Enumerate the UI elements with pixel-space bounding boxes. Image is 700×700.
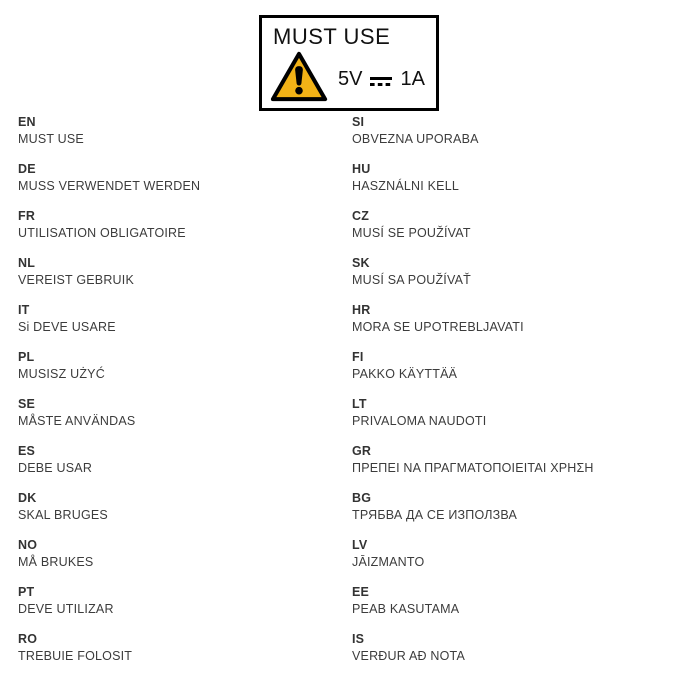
translation-text: MUST USE bbox=[18, 132, 84, 146]
translation-text: VERÐUR AÐ NOTA bbox=[352, 649, 465, 663]
language-entry bbox=[352, 631, 692, 665]
language-entry bbox=[18, 490, 338, 524]
language-entry bbox=[18, 161, 338, 195]
language-code: SE bbox=[18, 397, 36, 411]
translation-text: VEREIST GEBRUIK bbox=[18, 273, 134, 287]
language-code: NO bbox=[18, 538, 38, 552]
language-code: FR bbox=[18, 209, 36, 223]
translation-text: PRIVALOMA NAUDOTI bbox=[352, 414, 487, 428]
translation-text: MÅ BRUKES bbox=[18, 555, 94, 569]
translation-text: MUSÍ SE POUŽÍVAT bbox=[352, 226, 471, 240]
translation-text: Si DEVE USARE bbox=[18, 320, 116, 334]
language-code: HU bbox=[352, 162, 371, 176]
language-code: EN bbox=[18, 115, 36, 129]
translation-text: UTILISATION OBLIGATOIRE bbox=[18, 226, 186, 240]
translation-text: MUSÍ SA POUŽÍVAŤ bbox=[352, 273, 471, 287]
language-entry bbox=[352, 349, 692, 383]
translation-text: MUSS VERWENDET WERDEN bbox=[18, 179, 201, 193]
language-code: PL bbox=[18, 350, 35, 364]
translation-text: ΠΡΕΠΕΙ ΝΑ ΠΡΑΓΜΑΤΟΠΟΙΕΙΤΑΙ ΧΡΗΣΗ bbox=[352, 461, 594, 475]
language-entry bbox=[352, 161, 692, 195]
language-code: LT bbox=[352, 397, 367, 411]
language-code: LV bbox=[352, 538, 368, 552]
language-code: PT bbox=[18, 585, 35, 599]
translation-text: HASZNÁLNI KELL bbox=[352, 179, 460, 193]
language-column-left bbox=[18, 114, 338, 678]
language-entry bbox=[18, 255, 338, 289]
language-entry bbox=[352, 302, 692, 336]
language-entry bbox=[18, 114, 338, 148]
translation-text: DEVE UTILIZAR bbox=[18, 602, 114, 616]
must-use-label-box bbox=[259, 15, 439, 111]
language-code: GR bbox=[352, 444, 372, 458]
language-code: RO bbox=[18, 632, 38, 646]
translation-text: JĀIZMANTO bbox=[352, 555, 425, 569]
language-code: ES bbox=[18, 444, 36, 458]
language-code: BG bbox=[352, 491, 372, 505]
translation-text: ТРЯБВА ДА СЕ ИЗПОЛЗВА bbox=[352, 508, 518, 522]
language-code: EE bbox=[352, 585, 370, 599]
language-entry bbox=[352, 584, 692, 618]
translation-text: MORA SE UPOTREBLJAVATI bbox=[352, 320, 524, 334]
translation-text: PAKKO KÄYTTÄÄ bbox=[352, 367, 458, 381]
translation-text: SKAL BRUGES bbox=[18, 508, 108, 522]
language-code: SK bbox=[352, 256, 370, 270]
language-entry bbox=[352, 490, 692, 524]
current-value: 1A bbox=[400, 67, 425, 90]
dc-current-icon bbox=[369, 70, 393, 93]
language-code: DE bbox=[18, 162, 36, 176]
language-code: NL bbox=[18, 256, 36, 270]
translation-text: PEAB KASUTAMA bbox=[352, 602, 460, 616]
label-title: MUST USE bbox=[273, 24, 391, 49]
language-entry bbox=[352, 114, 692, 148]
language-entry bbox=[352, 208, 692, 242]
language-entry bbox=[18, 396, 338, 430]
language-code: SI bbox=[352, 115, 365, 129]
translation-text: MUSISZ UŻYĆ bbox=[18, 367, 105, 381]
translation-text: DEBE USAR bbox=[18, 461, 93, 475]
language-column-right bbox=[352, 114, 692, 678]
language-code: DK bbox=[18, 491, 37, 505]
language-entry bbox=[352, 443, 692, 477]
language-entry bbox=[352, 537, 692, 571]
translation-text: TREBUIE FOLOSIT bbox=[18, 649, 133, 663]
language-code: IS bbox=[352, 632, 365, 646]
language-entry bbox=[352, 396, 692, 430]
language-code: HR bbox=[352, 303, 371, 317]
warning-triangle-icon bbox=[270, 51, 328, 107]
language-entry bbox=[18, 631, 338, 665]
language-entry bbox=[18, 537, 338, 571]
language-entry bbox=[18, 208, 338, 242]
language-entry bbox=[18, 302, 338, 336]
language-entry bbox=[18, 349, 338, 383]
language-entry bbox=[18, 584, 338, 618]
voltage-value: 5V bbox=[338, 67, 363, 90]
label-spec-row bbox=[262, 51, 436, 107]
translation-text: OBVEZNA UPORABA bbox=[352, 132, 479, 146]
language-code: IT bbox=[18, 303, 30, 317]
language-entry bbox=[18, 443, 338, 477]
power-spec bbox=[338, 66, 425, 93]
language-code: FI bbox=[352, 350, 364, 364]
language-code: CZ bbox=[352, 209, 370, 223]
language-entry bbox=[352, 255, 692, 289]
translation-text: MÅSTE ANVÄNDAS bbox=[18, 414, 136, 428]
